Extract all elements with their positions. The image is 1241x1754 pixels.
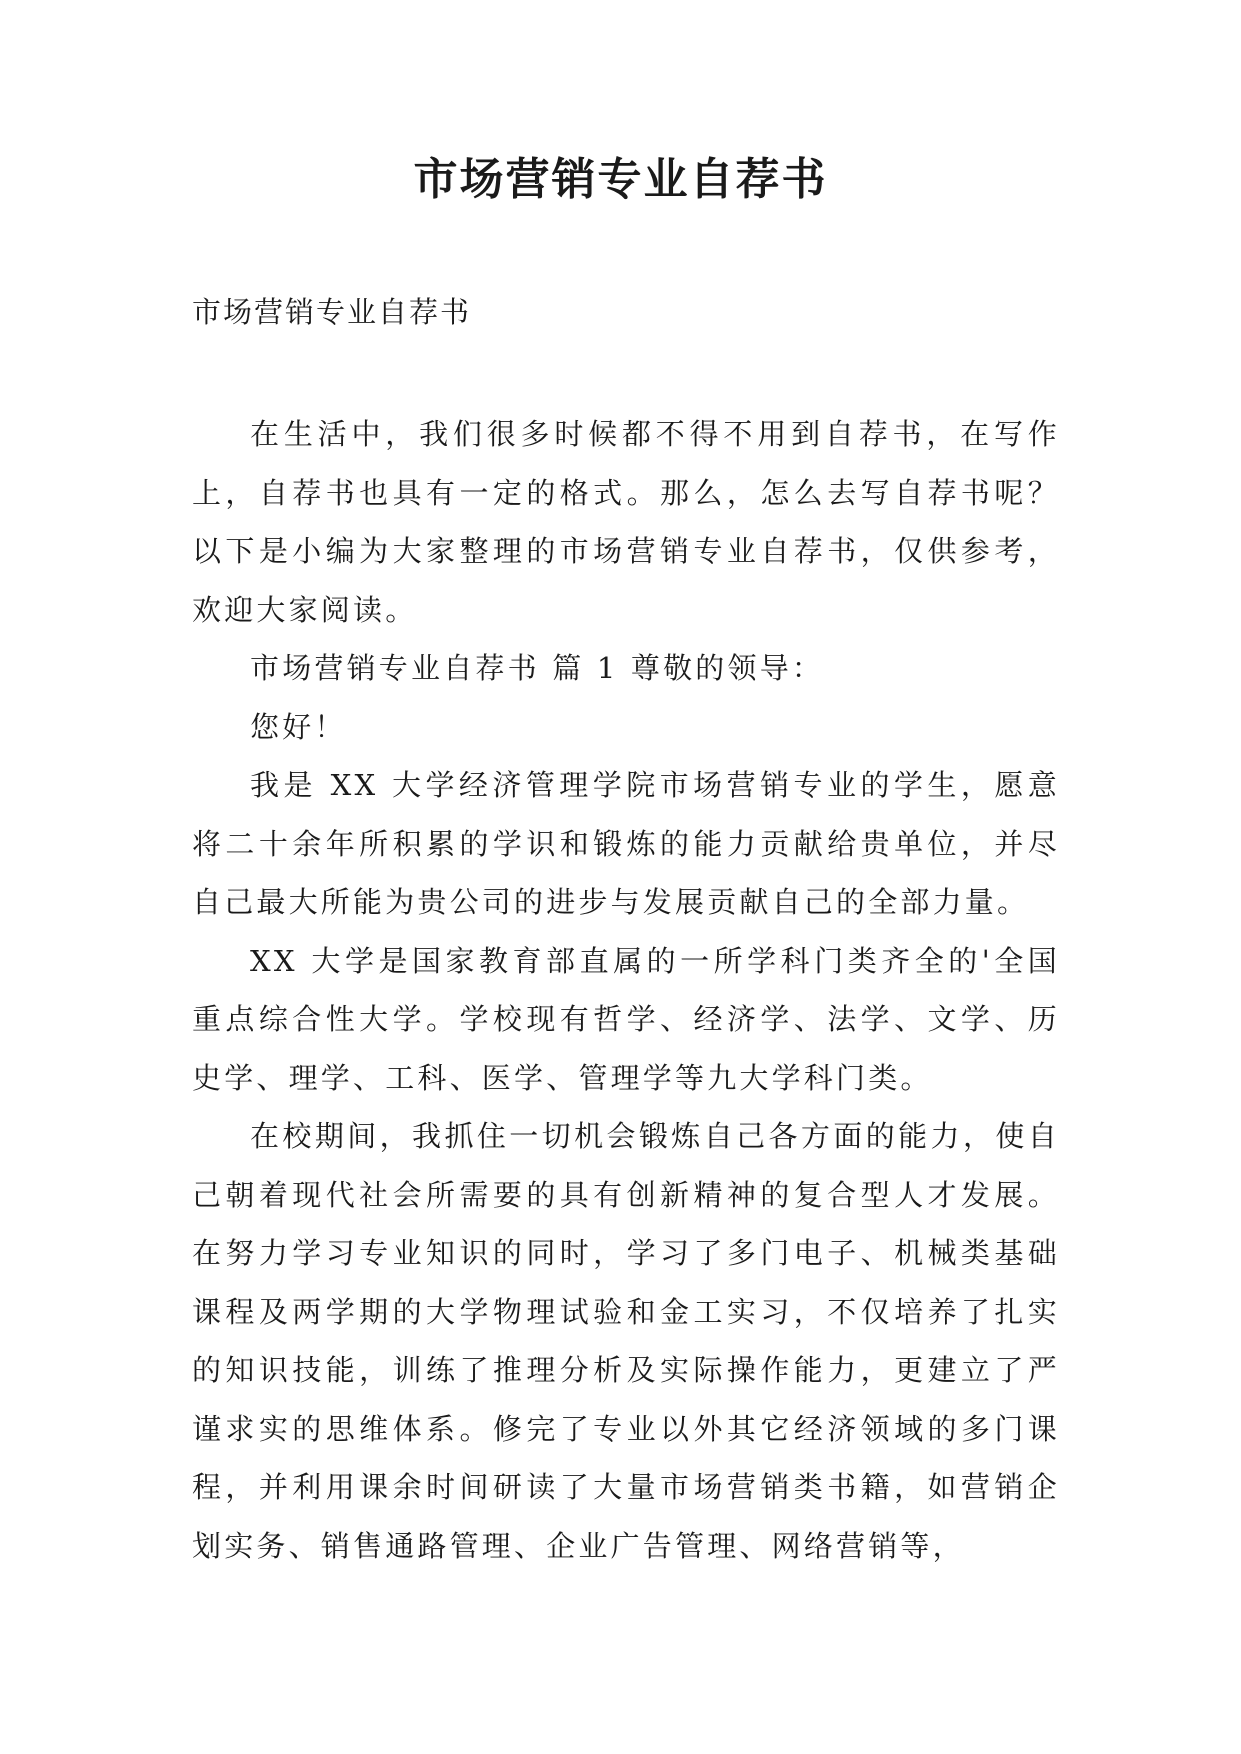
paragraph-self-intro: 我是 XX 大学经济管理学院市场营销专业的学生，愿意将二十余年所积累的学识和锻炼的能力贡献给贵单位，并尽自己最大所能为贵公司的进步与发展贡献自己的全部力量。 [192, 768, 1060, 919]
paragraph-intro: 在生活中，我们很多时候都不得不用到自荐书，在写作上，自荐书也具有一定的格式。那么，怎么去写自荐书呢？以下是小编为大家整理的市场营销专业自荐书，仅供参考，欢迎大家阅读。 [192, 417, 1060, 627]
paragraph-university: XX 大学是国家教育部直属的一所学科门类齐全的'全国重点综合性大学。学校现有哲学、经济学、法学、文学、历史学、理学、工科、医学、管理学等九大学科门类。 [192, 943, 1060, 1095]
document-title: 市场营销专业自荐书 [413, 154, 828, 205]
document-body [192, 405, 1060, 1575]
document-subtitle: 市场营销专业自荐书 [192, 295, 472, 329]
paragraph-greeting: 您好！ [250, 709, 347, 744]
paragraph-study: 在校期间，我抓住一切机会锻炼自己各方面的能力，使自己朝着现代社会所需要的具有创新精神的复合型人才发展。在努力学习专业知识的同时，学习了多门电子、机械类基础课程及两学期的大学物理试验和金工实习，不仅培养了扎实的知识技能，训练了推理分析及实际操作能力，更建立了严谨求实的思维体系。修完了专业以外其它经济领域的多门课程，并利用课余时间研读了大量市场营销类书籍，如营销企划实务、销售通路管理、企业广告管理、网络营销等， [192, 1119, 1060, 1563]
paragraph-salutation: 市场营销专业自荐书 篇 1 尊敬的领导： [250, 651, 825, 685]
